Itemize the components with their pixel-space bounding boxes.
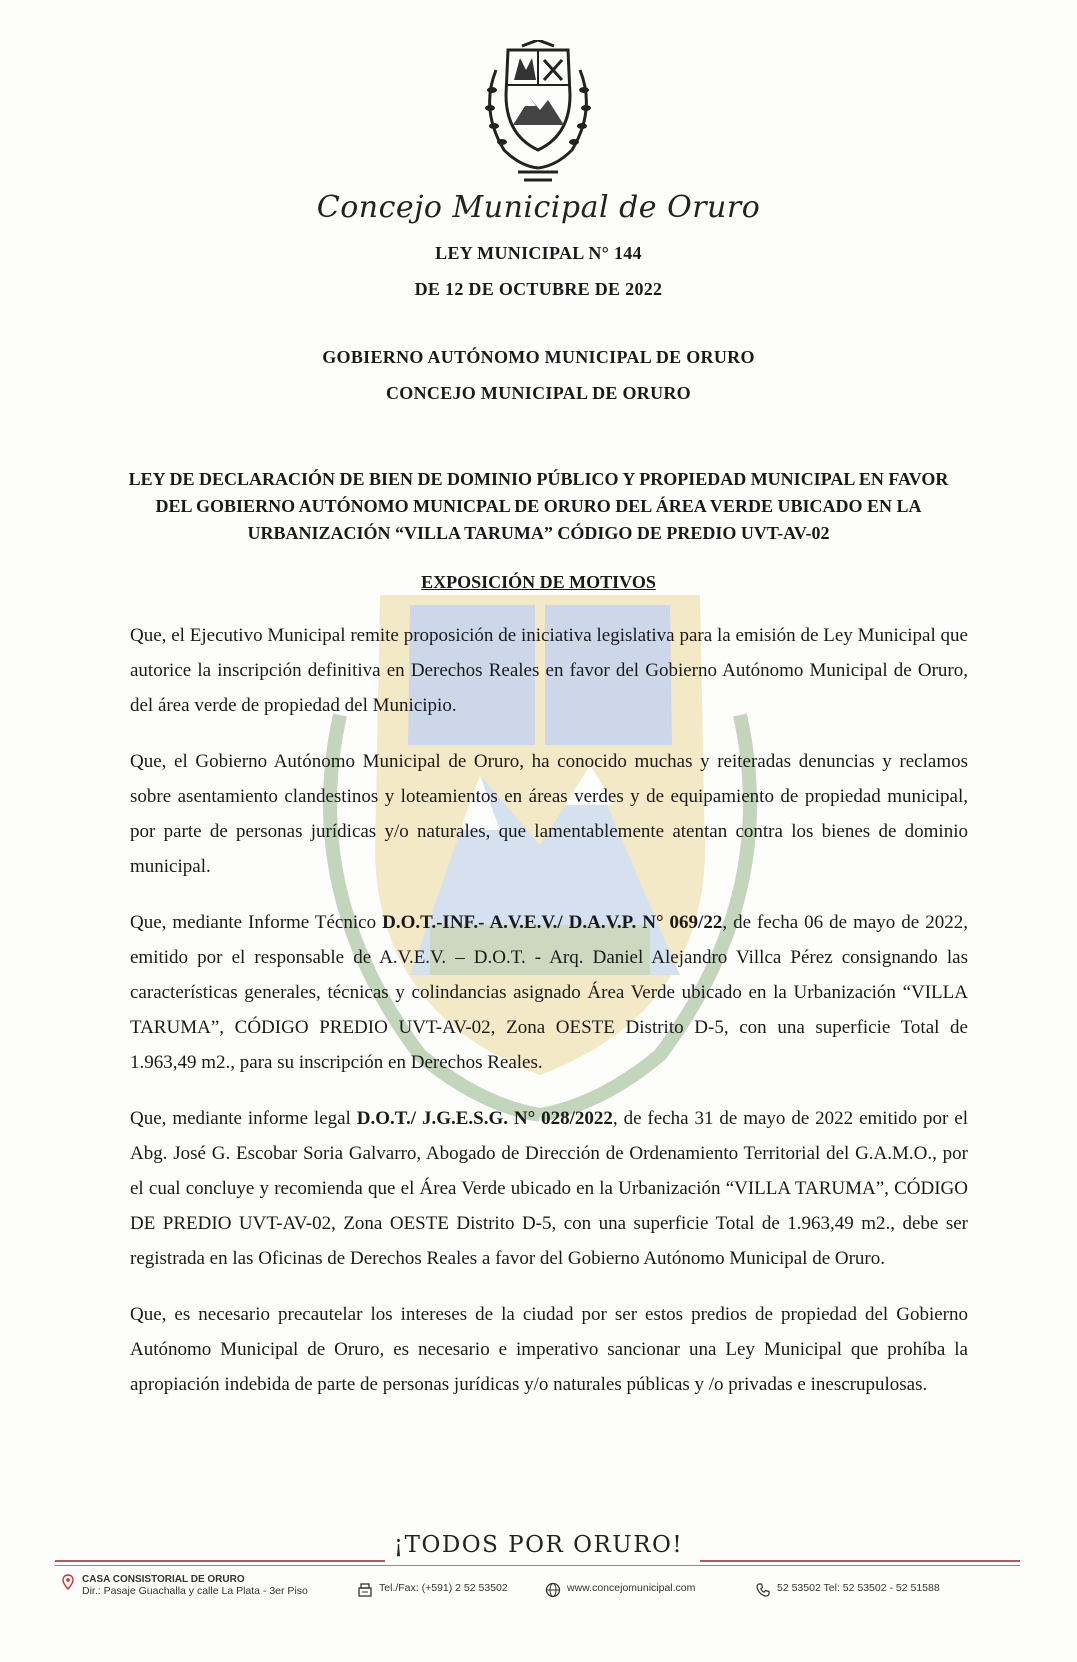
footer-contact: [60, 1574, 1040, 1614]
footer-website[interactable]: [545, 1582, 695, 1598]
law-title: LEY DE DECLARACIÓN DE BIEN DE DOMINIO PÚBLICO Y PROPIEDAD MUNICIPAL EN FAVOR DEL GOBIERNO AUTÓNOMO MUNICPAL DE ORURO DEL ÁREA VERDE UBICADO EN LA URBANIZACIÓN “VILLA TARUMA” CÓDIGO DE PREDIO UVT-AV-02: [128, 469, 949, 543]
council-heading: CONCEJO MUNICIPAL DE ORURO: [386, 383, 691, 403]
footer-phones: [755, 1582, 940, 1598]
law-date: DE 12 DE OCTUBRE DE 2022: [414, 279, 663, 299]
footer-telfax: [357, 1582, 508, 1598]
footer-motto: ¡TODOS POR ORURO!: [393, 1532, 684, 1558]
globe-icon: [545, 1582, 561, 1598]
footer-rule-right: [700, 1560, 1020, 1562]
address-text: Dir.: Pasaje Guachalla y calle La Plata - 3er Piso: [82, 1585, 308, 1597]
footer-rule-left: [55, 1560, 385, 1562]
law-number: LEY MUNICIPAL N° 144: [435, 243, 642, 263]
government-name: GOBIERNO AUTÓNOMO MUNICIPAL DE ORURO: [322, 347, 755, 367]
address-block: [82, 1574, 308, 1597]
section-title: EXPOSICIÓN DE MOTIVOS: [421, 572, 656, 592]
paragraph-4-intro: Que, mediante informe legal: [130, 1108, 357, 1129]
paragraph-3-rest: , de fecha 06 de mayo de 2022, emitido por el responsable de A.V.E.V. – D.O.T. - Arq. Daniel Alejandro Villca Pérez consignando las características generales, técnicas y colindancias asignado Área Verde ubicado en la Urbanización “VILLA TARUMA”, CÓDIGO PREDIO UVT-AV-02, Zona OESTE Distrito D-5, con una superficie Total de 1.963,49 m2., para su inscripción en Derechos Reales.: [130, 912, 968, 1073]
paragraph-1: Que, el Ejecutivo Municipal remite proposición de iniciativa legislativa para la emisión de Ley Municipal que autorice la inscripción definitiva en Derechos Reales en favor del Gobierno Autónomo Municipal de Oruro, del área verde de propiedad del Municipio.: [130, 625, 968, 716]
coat-of-arms-icon: [458, 40, 618, 190]
legal-report-ref: D.O.T./ J.G.E.S.G. N° 028/2022: [356, 1108, 613, 1129]
paragraph-3: [130, 905, 968, 1080]
paragraph-2: Que, el Gobierno Autónomo Municipal de Oruro, ha conocido muchas y reiteradas denuncias y reclamos sobre asentamiento clandestinos y loteamientos en áreas verdes y de equipamiento de propiedad municipal, por parte de personas jurídicas y/o naturales, que lamentablemente atentan contra los bienes de dominio municipal.: [130, 751, 968, 877]
footer-address: [60, 1574, 308, 1597]
paragraph-3-intro: Que, mediante Informe Técnico: [130, 912, 383, 933]
fax-icon: [357, 1582, 373, 1598]
technical-report-ref: D.O.T.-INF.- A.V.E.V./ D.A.V.P. N° 069/22: [382, 912, 723, 933]
body-text: [130, 618, 968, 1423]
paragraph-4-rest: , de fecha 31 de mayo de 2022 emitido por el Abg. José G. Escobar Soria Galvarro, Abogado de Dirección de Ordenamiento Territorial del G.A.M.O., por el cual concluye y recomienda que el Área Verde ubicado en la Urbanización “VILLA TARUMA”, CÓDIGO DE PREDIO UVT-AV-02, Zona OESTE Distrito D-5, con una superficie Total de 1.963,49 m2., debe ser registrada en las Oficinas de Derechos Reales a favor del Gobierno Autónomo Municipal de Oruro.: [130, 1108, 968, 1269]
location-pin-icon: [60, 1574, 76, 1590]
paragraph-4: [130, 1101, 968, 1276]
footer-rule-thin: [55, 1565, 1020, 1566]
council-name: Concejo Municipal de Oruro: [316, 190, 761, 225]
paragraph-5: Que, es necesario precautelar los intereses de la ciudad por ser estos predios de propiedad del Gobierno Autónomo Municipal de Oruro, es necesario e imperativo sancionar una Ley Municipal que prohíba la apropiación indebida de parte de personas jurídicas y/o naturales públicas y /o privadas e inescrupulosas.: [130, 1304, 968, 1395]
address-title: CASA CONSISTORIAL DE ORURO: [82, 1574, 245, 1585]
phone-icon: [755, 1582, 771, 1598]
website-link[interactable]: www.concejomunicipal.com: [567, 1582, 696, 1594]
phones-text: 52 53502 Tel: 52 53502 - 52 51588: [777, 1582, 940, 1594]
telfax-text: Tel./Fax: (+591) 2 52 53502: [379, 1582, 508, 1594]
